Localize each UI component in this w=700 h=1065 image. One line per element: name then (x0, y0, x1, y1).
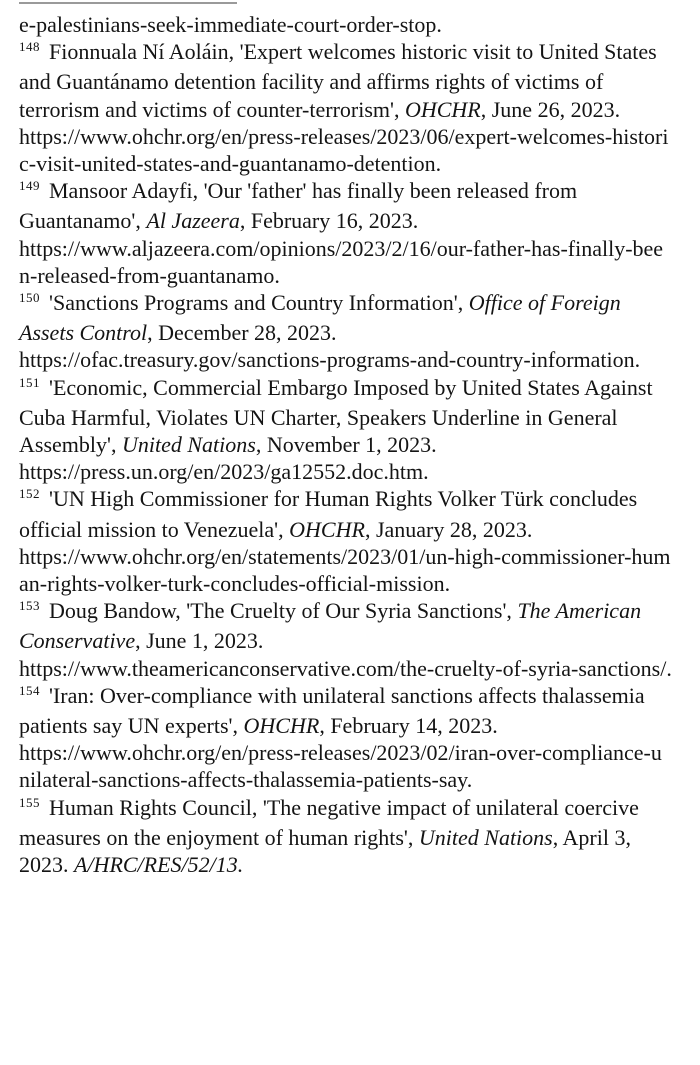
footnote-text: https://press.un.org/en/2023/ga12552.doc.htm. (19, 459, 429, 485)
footnote-line (19, 235, 690, 262)
footnote-text: , June 1, 2023. (135, 628, 264, 654)
footnote-text: 'Iran: Over-compliance with unilateral sanctions affects thalassemia (49, 682, 645, 708)
footnote-text: https://www.theamericanconservative.com/the-cruelty-of-syria-sanctions/. (19, 655, 672, 681)
citation-source-italic: United Nations (418, 824, 553, 850)
citation-source-italic: A/HRC/RES/52/13. (74, 852, 244, 878)
footnote-text: Assembly', (19, 432, 122, 458)
footnote-line (19, 96, 690, 123)
footnote-text: official mission to Venezuela', (19, 516, 290, 542)
citation-source-italic: Al Jazeera (146, 208, 240, 234)
footnote-line (19, 262, 690, 289)
footnote-line (19, 794, 690, 824)
footnote-line (19, 570, 690, 597)
footnote-number: 149 (19, 178, 40, 194)
continuation-line (19, 11, 690, 38)
citation-source-italic: OHCHR (289, 516, 365, 542)
footnote-text: and Guantánamo detention facility and affirms rights of victims of (19, 69, 604, 95)
footnote-line (19, 543, 690, 570)
footnote-text: measures on the enjoyment of human rights', (19, 824, 419, 850)
footnote-text: Guantanamo', (19, 208, 147, 234)
footnote-text: , June 26, 2023. (480, 96, 621, 122)
footnote-text: , February 16, 2023. (239, 208, 419, 234)
citation-source-italic: United Nations (121, 432, 256, 458)
footnote-line (19, 374, 690, 404)
footnote-line (19, 404, 690, 431)
footnote-line (19, 123, 690, 150)
footnote-line (19, 597, 690, 627)
footnote-number: 152 (19, 486, 40, 502)
footnote-text: terrorism and victims of counter-terrorism', (19, 96, 405, 122)
footnote-number: 151 (19, 374, 40, 390)
footnote-line (19, 38, 690, 68)
citation-source-italic: Conservative (19, 628, 136, 654)
footnote-number: 153 (19, 598, 40, 614)
footnote-text: https://ofac.treasury.gov/sanctions-programs-and-country-information. (19, 347, 641, 373)
footnote-line (19, 851, 690, 878)
footnote-number: 148 (19, 39, 40, 55)
footnote-text: , November 1, 2023. (255, 432, 437, 458)
footnote-line (19, 824, 690, 851)
footnote-line (19, 207, 690, 234)
footnote-text: , January 28, 2023. (364, 516, 533, 542)
footnote-text: nilateral-sanctions-affects-thalassemia-patients-say. (19, 767, 473, 793)
footnote-text: 'Economic, Commercial Embargo Imposed by United States Against (49, 374, 653, 400)
footnote-line (19, 150, 690, 177)
footnote-text: , December 28, 2023. (147, 320, 337, 346)
footnote-line (19, 289, 690, 319)
footnote-text: Mansoor Adayfi, 'Our 'father' has finally been released from (49, 178, 578, 204)
cropped-text-sliver (19, 2, 237, 4)
footnote-text: an-rights-volker-turk-concludes-official-mission. (19, 571, 451, 597)
footnote-text: Doug Bandow, 'The Cruelty of Our Syria Sanctions', (49, 598, 518, 624)
footnote-text: e-palestinians-seek-immediate-court-order-stop. (19, 12, 442, 37)
footnote-number: 155 (19, 794, 40, 810)
footnote-line (19, 516, 690, 543)
footnote-line (19, 485, 690, 515)
footnote-line (19, 346, 690, 373)
footnote-text: https://www.ohchr.org/en/press-releases/2023/02/iran-over-compliance-u (19, 740, 662, 766)
citation-source-italic: The American (517, 598, 642, 624)
footnote-number: 150 (19, 290, 40, 306)
citation-source-italic: Assets Control (19, 320, 148, 346)
citation-source-italic: OHCHR (243, 713, 320, 739)
footnote-text: patients say UN experts', (19, 713, 244, 739)
footnote-text: c-visit-united-states-and-guantanamo-detention. (19, 151, 442, 177)
footnote-text: Cuba Harmful, Violates UN Charter, Speakers Underline in General (19, 404, 618, 430)
footnote-text: , February 14, 2023. (319, 713, 498, 739)
footnote-line (19, 68, 690, 95)
footnote-text: , April 3, (552, 824, 631, 850)
footnote-text: n-released-from-guantanamo. (19, 262, 280, 288)
footnote-line (19, 655, 690, 682)
citation-source-italic: OHCHR (404, 96, 481, 122)
footnote-text: Human Rights Council, 'The negative impact of unilateral coercive (49, 794, 639, 820)
footnote-line (19, 739, 690, 766)
citation-source-italic: Office of Foreign (468, 290, 621, 316)
footnote-text: 2023. (19, 852, 74, 878)
footnote-line (19, 319, 690, 346)
footnote-text: https://www.ohchr.org/en/statements/2023/01/un-high-commissioner-hum (19, 543, 671, 569)
footnote-text: https://www.ohchr.org/en/press-releases/2023/06/expert-welcomes-histori (19, 123, 669, 149)
footnote-text: Fionnuala Ní Aoláin, 'Expert welcomes historic visit to United States (49, 39, 657, 65)
footnote-line (19, 712, 690, 739)
footnote-number: 154 (19, 682, 40, 698)
footnote-line (19, 682, 690, 712)
footnote-line (19, 766, 690, 793)
footnote-line (19, 458, 690, 485)
footnote-text: https://www.aljazeera.com/opinions/2023/2/16/our-father-has-finally-bee (19, 235, 664, 261)
footnote-line (19, 177, 690, 207)
footnotes-list (19, 11, 690, 878)
footnote-text: 'UN High Commissioner for Human Rights Volker Türk concludes (49, 486, 638, 512)
footnote-text: 'Sanctions Programs and Country Information', (49, 290, 469, 316)
footnote-line (19, 431, 690, 458)
footnote-line (19, 627, 690, 654)
